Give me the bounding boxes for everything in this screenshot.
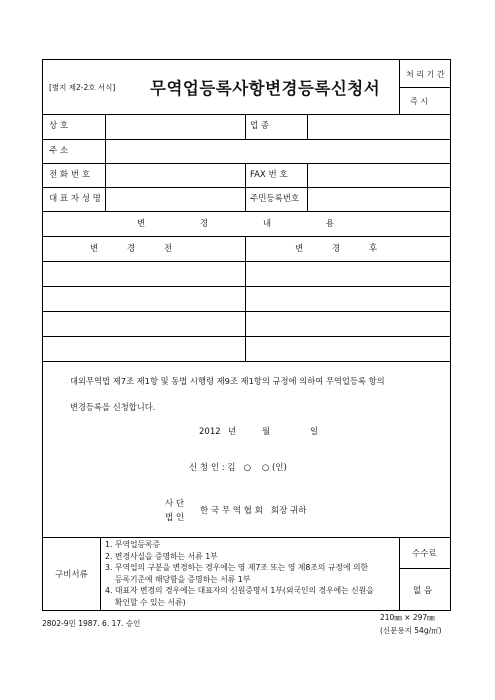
address-label: 주 소 [49, 146, 69, 156]
fax-label: FAX 번 호 [250, 170, 288, 180]
divider [42, 236, 451, 237]
divider [245, 114, 246, 139]
divider [399, 568, 451, 569]
divider [399, 87, 451, 88]
date-month-unit: 월 [262, 427, 271, 437]
processing-period-label: 처 리 기 간 [406, 70, 445, 79]
divider [307, 163, 308, 211]
trade-name-field[interactable] [108, 116, 243, 137]
applicant-signature-line: 신 청 인 : 김 ○ ○ (인) [189, 463, 287, 473]
change-after-field[interactable] [247, 313, 449, 334]
paper-type: (신문용지 54g/㎡) [380, 626, 442, 635]
fee-value: 없 음 [413, 586, 433, 596]
divider [245, 236, 246, 361]
resident-number-label: 주민등록번호 [250, 194, 300, 204]
change-after-field[interactable] [247, 288, 449, 309]
phone-label: 전 화 번 호 [49, 170, 90, 180]
business-type-field[interactable] [310, 116, 449, 137]
divider [42, 336, 451, 337]
declaration-line-2: 변경등록을 신청합니다. [70, 402, 156, 412]
corp-label-1: 사 단 [165, 499, 185, 509]
divider [42, 163, 451, 164]
document-item: 등록기준에 해당함을 증명하는 서류 1부 [105, 574, 251, 584]
change-before-field[interactable] [44, 263, 243, 284]
change-before-field[interactable] [44, 288, 243, 309]
documents-list [105, 539, 397, 608]
date-year-unit: 년 [228, 427, 237, 437]
document-item: 3. 무역업의 구분을 변경하는 경우에는 영 제7조 또는 영 제8조의 규정에 의한 [105, 563, 369, 572]
corp-label-2: 법 인 [165, 513, 185, 523]
fee-label: 수수료 [412, 549, 437, 559]
divider [42, 261, 451, 262]
resident-number-field[interactable] [310, 189, 449, 209]
divider [42, 211, 451, 212]
change-after-field[interactable] [247, 263, 449, 284]
change-before-field[interactable] [44, 313, 243, 334]
documents-label: 구비서류 [55, 570, 88, 580]
trade-name-label: 상 호 [49, 121, 69, 131]
divider [42, 139, 451, 140]
phone-field[interactable] [108, 165, 243, 185]
divider [42, 286, 451, 287]
representative-field[interactable] [108, 189, 243, 209]
page-title: 무역업등록사항변경등록신청서 [150, 79, 381, 98]
change-after-field[interactable] [247, 338, 449, 359]
declaration-line-1: 대외무역법 제7조 제1항 및 동법 시행령 제9조 제1항의 규정에 의하여 무역업등록 항의 [70, 376, 385, 386]
change-before-field[interactable] [44, 338, 243, 359]
representative-label: 대 표 자 성 명 [49, 194, 101, 204]
addressee: 한 국 무 역 협 회 회장 귀하 [200, 506, 307, 516]
business-type-label: 업 종 [250, 121, 270, 131]
document-item: 1. 무역업등록증 [105, 540, 161, 549]
divider [100, 537, 101, 611]
changes-section-label: 변 경 내 용 [137, 219, 334, 229]
date-year: 2012 [199, 427, 221, 437]
divider [399, 537, 400, 611]
document-item: 2. 변경사실을 증명하는 서류 1부 [105, 551, 218, 561]
divider [307, 114, 308, 139]
address-field[interactable] [108, 141, 449, 161]
date-day-unit: 일 [310, 427, 319, 437]
divider [245, 163, 246, 211]
approval-note: 2802-9민 1987. 6. 17. 승인 [42, 619, 141, 628]
divider [42, 187, 451, 188]
divider [105, 114, 106, 211]
divider [42, 114, 451, 115]
document-item: 4. 대표자 변경의 경우에는 대표자의 신원증명서 1부(외국인의 경우에는 신원을 [105, 586, 374, 595]
divider [42, 537, 451, 538]
document-item: 확인할 수 있는 서류) [105, 597, 186, 607]
after-change-header: 변 경 후 [295, 244, 378, 254]
before-change-header: 변 경 전 [90, 244, 173, 254]
form-number-label: [별지 제2-2호 서식] [49, 83, 116, 92]
divider [42, 361, 451, 362]
processing-period-value: 즉 시 [410, 97, 428, 106]
paper-size: 210㎜ × 297㎜ [380, 613, 435, 622]
fax-field[interactable] [310, 165, 449, 185]
divider [42, 311, 451, 312]
